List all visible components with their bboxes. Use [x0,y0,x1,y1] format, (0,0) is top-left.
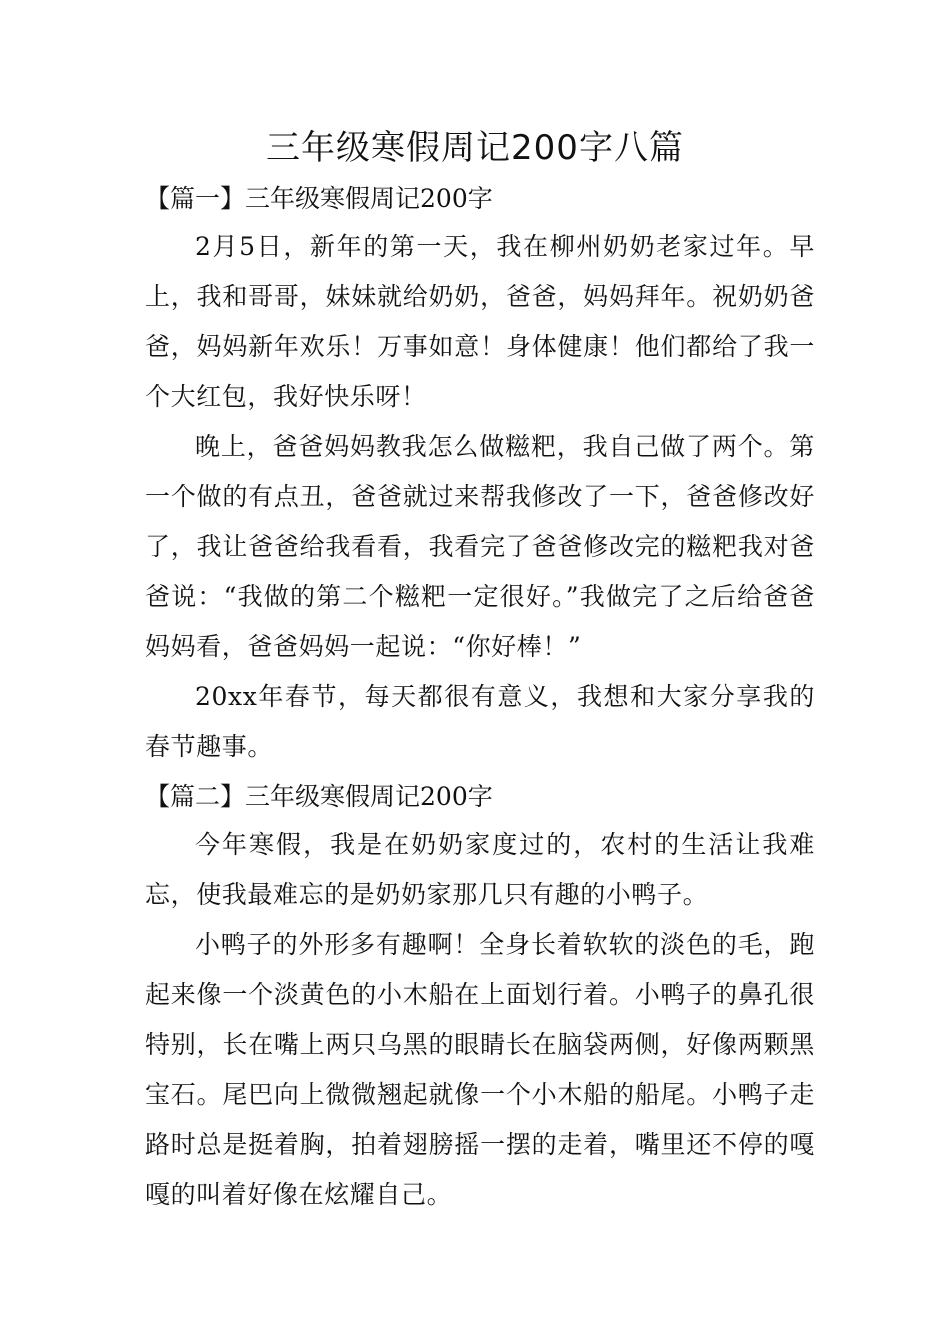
paragraph: 晚上，爸爸妈妈教我怎么做糍粑，我自己做了两个。第一个做的有点丑，爸爸就过来帮我修改了一下，爸爸修改好了，我让爸爸给我看看，我看完了爸爸修改完的糍粑我对爸爸说：“我做的第二个糍粑一定很好。”我做完了之后给爸爸妈妈看，爸爸妈妈一起说：“你好棒！” [145,432,815,661]
paragraph: 小鸭子的外形多有趣啊！全身长着软软的淡色的毛，跑起来像一个淡黄色的小木船在上面划行着。小鸭子的鼻孔很特别，长在嘴上两只乌黑的眼睛长在脑袋两侧，好像两颗黑宝石。尾巴向上微微翘起就像一个小木船的船尾。小鸭子走路时总是挺着胸，拍着翅膀摇一摆的走着，嘴里还不停的嘎嘎的叫着好像在炫耀自己。 [145,930,815,1209]
section-heading-1: 【篇一】三年级寒假周记200字 [145,184,493,213]
paragraph: 2月5日，新年的第一天，我在柳州奶奶老家过年。早上，我和哥哥，妹妹就给奶奶，爸爸，妈妈拜年。祝奶奶爸爸，妈妈新年欢乐！万事如意！身体健康！他们都给了我一个大红包，我好快乐呀！ [145,232,815,411]
document-title: 三年级寒假周记200字八篇 [266,128,684,168]
section-heading-2: 【篇二】三年级寒假周记200字 [145,782,493,811]
paragraph: 20xx年春节，每天都很有意义，我想和大家分享我的春节趣事。 [145,682,815,761]
paragraph: 今年寒假，我是在奶奶家度过的，农村的生活让我难忘，使我最难忘的是奶奶家那几只有趣的小鸭子。 [145,830,815,909]
